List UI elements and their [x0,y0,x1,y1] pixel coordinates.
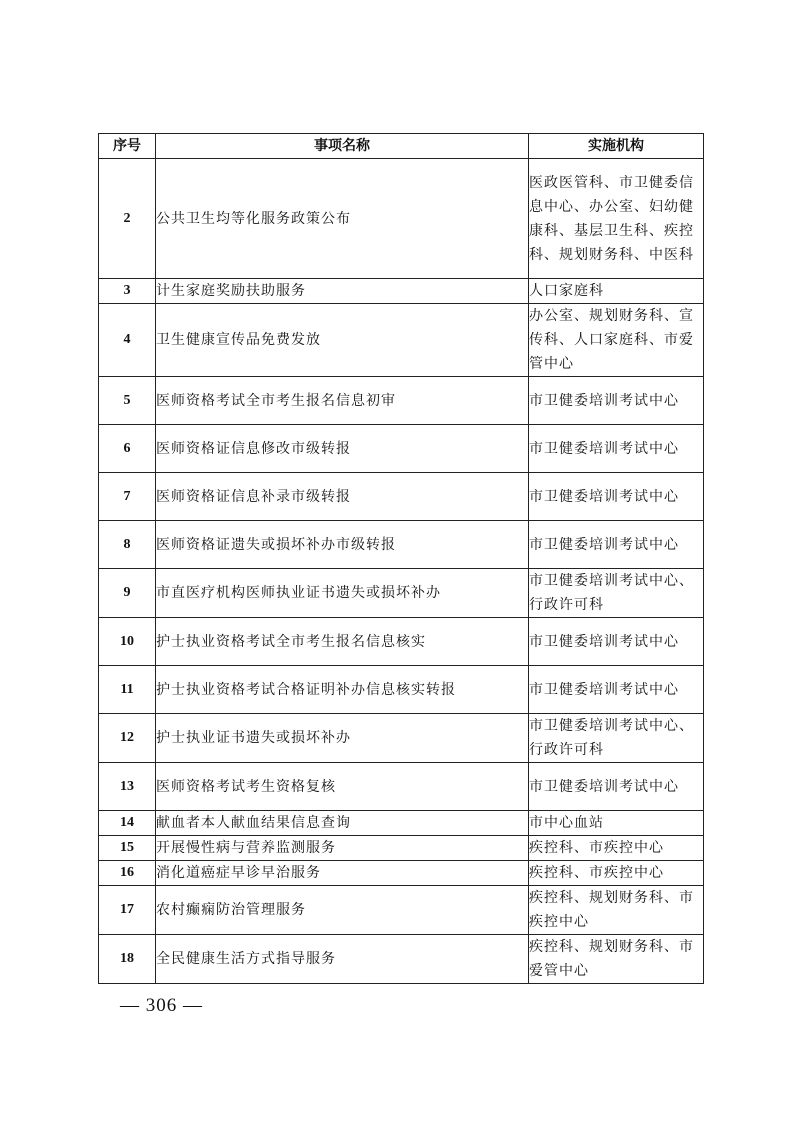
row-serial-number: 8 [99,521,156,569]
row-serial-number: 7 [99,473,156,521]
table-row [99,886,704,935]
table-row [99,521,704,569]
row-serial-number: 17 [99,886,156,935]
header-serial-number: 序号 [99,134,156,159]
table-row [99,304,704,377]
row-item-name: 消化道癌症早诊早治服务 [156,861,529,886]
row-implementing-agency: 市卫健委培训考试中心、行政许可科 [529,714,704,763]
row-serial-number: 4 [99,304,156,377]
table-header-row [99,134,704,159]
table-row [99,569,704,618]
row-item-name: 医师资格证信息补录市级转报 [156,473,529,521]
row-serial-number: 16 [99,861,156,886]
row-implementing-agency: 疾控科、规划财务科、市爱管中心 [529,935,704,984]
row-item-name: 计生家庭奖励扶助服务 [156,279,529,304]
table-row [99,279,704,304]
row-item-name: 医师资格考试全市考生报名信息初审 [156,377,529,425]
service-table [98,133,704,984]
table-row [99,811,704,836]
row-implementing-agency: 医政医管科、市卫健委信息中心、办公室、妇幼健康科、基层卫生科、疾控科、规划财务科、中医科 [529,159,704,279]
row-implementing-agency: 市卫健委培训考试中心 [529,521,704,569]
row-implementing-agency: 办公室、规划财务科、宣传科、人口家庭科、市爱管中心 [529,304,704,377]
header-item-name: 事项名称 [156,134,529,159]
header-implementing-agency: 实施机构 [529,134,704,159]
row-implementing-agency: 市卫健委培训考试中心 [529,377,704,425]
row-item-name: 卫生健康宣传品免费发放 [156,304,529,377]
table-body [99,159,704,984]
table-row [99,714,704,763]
row-item-name: 献血者本人献血结果信息查询 [156,811,529,836]
table-row [99,377,704,425]
row-implementing-agency: 疾控科、规划财务科、市疾控中心 [529,886,704,935]
table-row [99,473,704,521]
row-item-name: 护士执业证书遗失或损坏补办 [156,714,529,763]
row-serial-number: 6 [99,425,156,473]
page-number: — 306 — [120,995,203,1016]
row-implementing-agency: 人口家庭科 [529,279,704,304]
row-implementing-agency: 市卫健委培训考试中心 [529,763,704,811]
row-item-name: 公共卫生均等化服务政策公布 [156,159,529,279]
row-serial-number: 14 [99,811,156,836]
row-item-name: 开展慢性病与营养监测服务 [156,836,529,861]
table-row [99,159,704,279]
table-row [99,666,704,714]
row-implementing-agency: 市卫健委培训考试中心、行政许可科 [529,569,704,618]
row-implementing-agency: 市卫健委培训考试中心 [529,425,704,473]
row-item-name: 护士执业资格考试合格证明补办信息核实转报 [156,666,529,714]
row-serial-number: 11 [99,666,156,714]
row-serial-number: 12 [99,714,156,763]
table-row [99,861,704,886]
row-item-name: 农村癫痫防治管理服务 [156,886,529,935]
row-serial-number: 5 [99,377,156,425]
row-implementing-agency: 市中心血站 [529,811,704,836]
table-row [99,618,704,666]
row-serial-number: 15 [99,836,156,861]
row-implementing-agency: 市卫健委培训考试中心 [529,666,704,714]
row-serial-number: 2 [99,159,156,279]
row-implementing-agency: 疾控科、市疾控中心 [529,861,704,886]
row-serial-number: 18 [99,935,156,984]
row-item-name: 护士执业资格考试全市考生报名信息核实 [156,618,529,666]
row-serial-number: 3 [99,279,156,304]
row-implementing-agency: 市卫健委培训考试中心 [529,618,704,666]
table-row [99,425,704,473]
row-item-name: 医师资格考试考生资格复核 [156,763,529,811]
table-row [99,935,704,984]
row-implementing-agency: 市卫健委培训考试中心 [529,473,704,521]
row-serial-number: 9 [99,569,156,618]
table-row [99,763,704,811]
row-item-name: 医师资格证信息修改市级转报 [156,425,529,473]
row-item-name: 市直医疗机构医师执业证书遗失或损坏补办 [156,569,529,618]
row-serial-number: 13 [99,763,156,811]
row-item-name: 医师资格证遗失或损坏补办市级转报 [156,521,529,569]
row-serial-number: 10 [99,618,156,666]
row-item-name: 全民健康生活方式指导服务 [156,935,529,984]
row-implementing-agency: 疾控科、市疾控中心 [529,836,704,861]
table-row [99,836,704,861]
